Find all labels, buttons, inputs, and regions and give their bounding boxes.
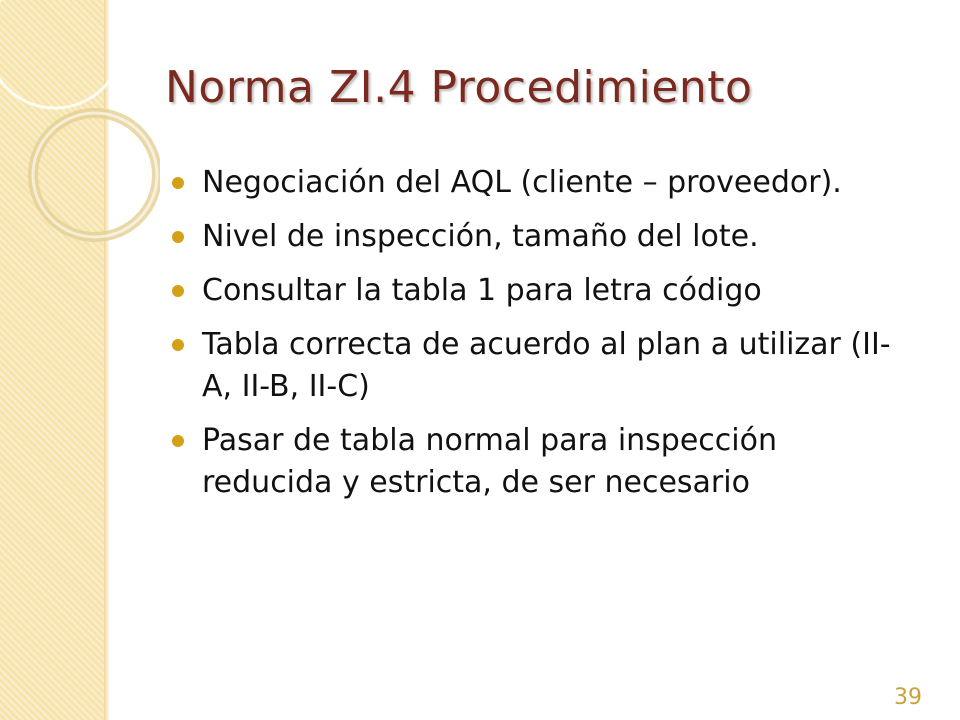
bullet-dot-icon <box>172 285 184 297</box>
bullet-dot-icon <box>172 435 184 447</box>
list-item <box>172 162 892 204</box>
list-item <box>172 324 892 408</box>
bullet-dot-icon <box>172 177 184 189</box>
list-item <box>172 270 892 312</box>
bullet-list <box>172 162 892 516</box>
bullet-text: Nivel de inspección, tamaño del lote. <box>202 219 759 254</box>
list-item <box>172 420 892 504</box>
bullet-dot-icon <box>172 231 184 243</box>
slide-title: Norma ZI.4 Procedimiento <box>165 62 753 113</box>
bullet-text: Consultar la tabla 1 para letra código <box>202 273 762 308</box>
rings-decoration <box>0 0 160 260</box>
page-number: 39 <box>894 685 922 710</box>
bullet-text: Pasar de tabla normal para inspección reducida y estricta, de ser necesario <box>202 423 777 500</box>
bullet-dot-icon <box>172 339 184 351</box>
list-item <box>172 216 892 258</box>
bullet-text: Negociación del AQL (cliente – proveedor). <box>202 165 842 200</box>
bullet-text: Tabla correcta de acuerdo al plan a utilizar (II-A, II-B, II-C) <box>202 327 891 404</box>
